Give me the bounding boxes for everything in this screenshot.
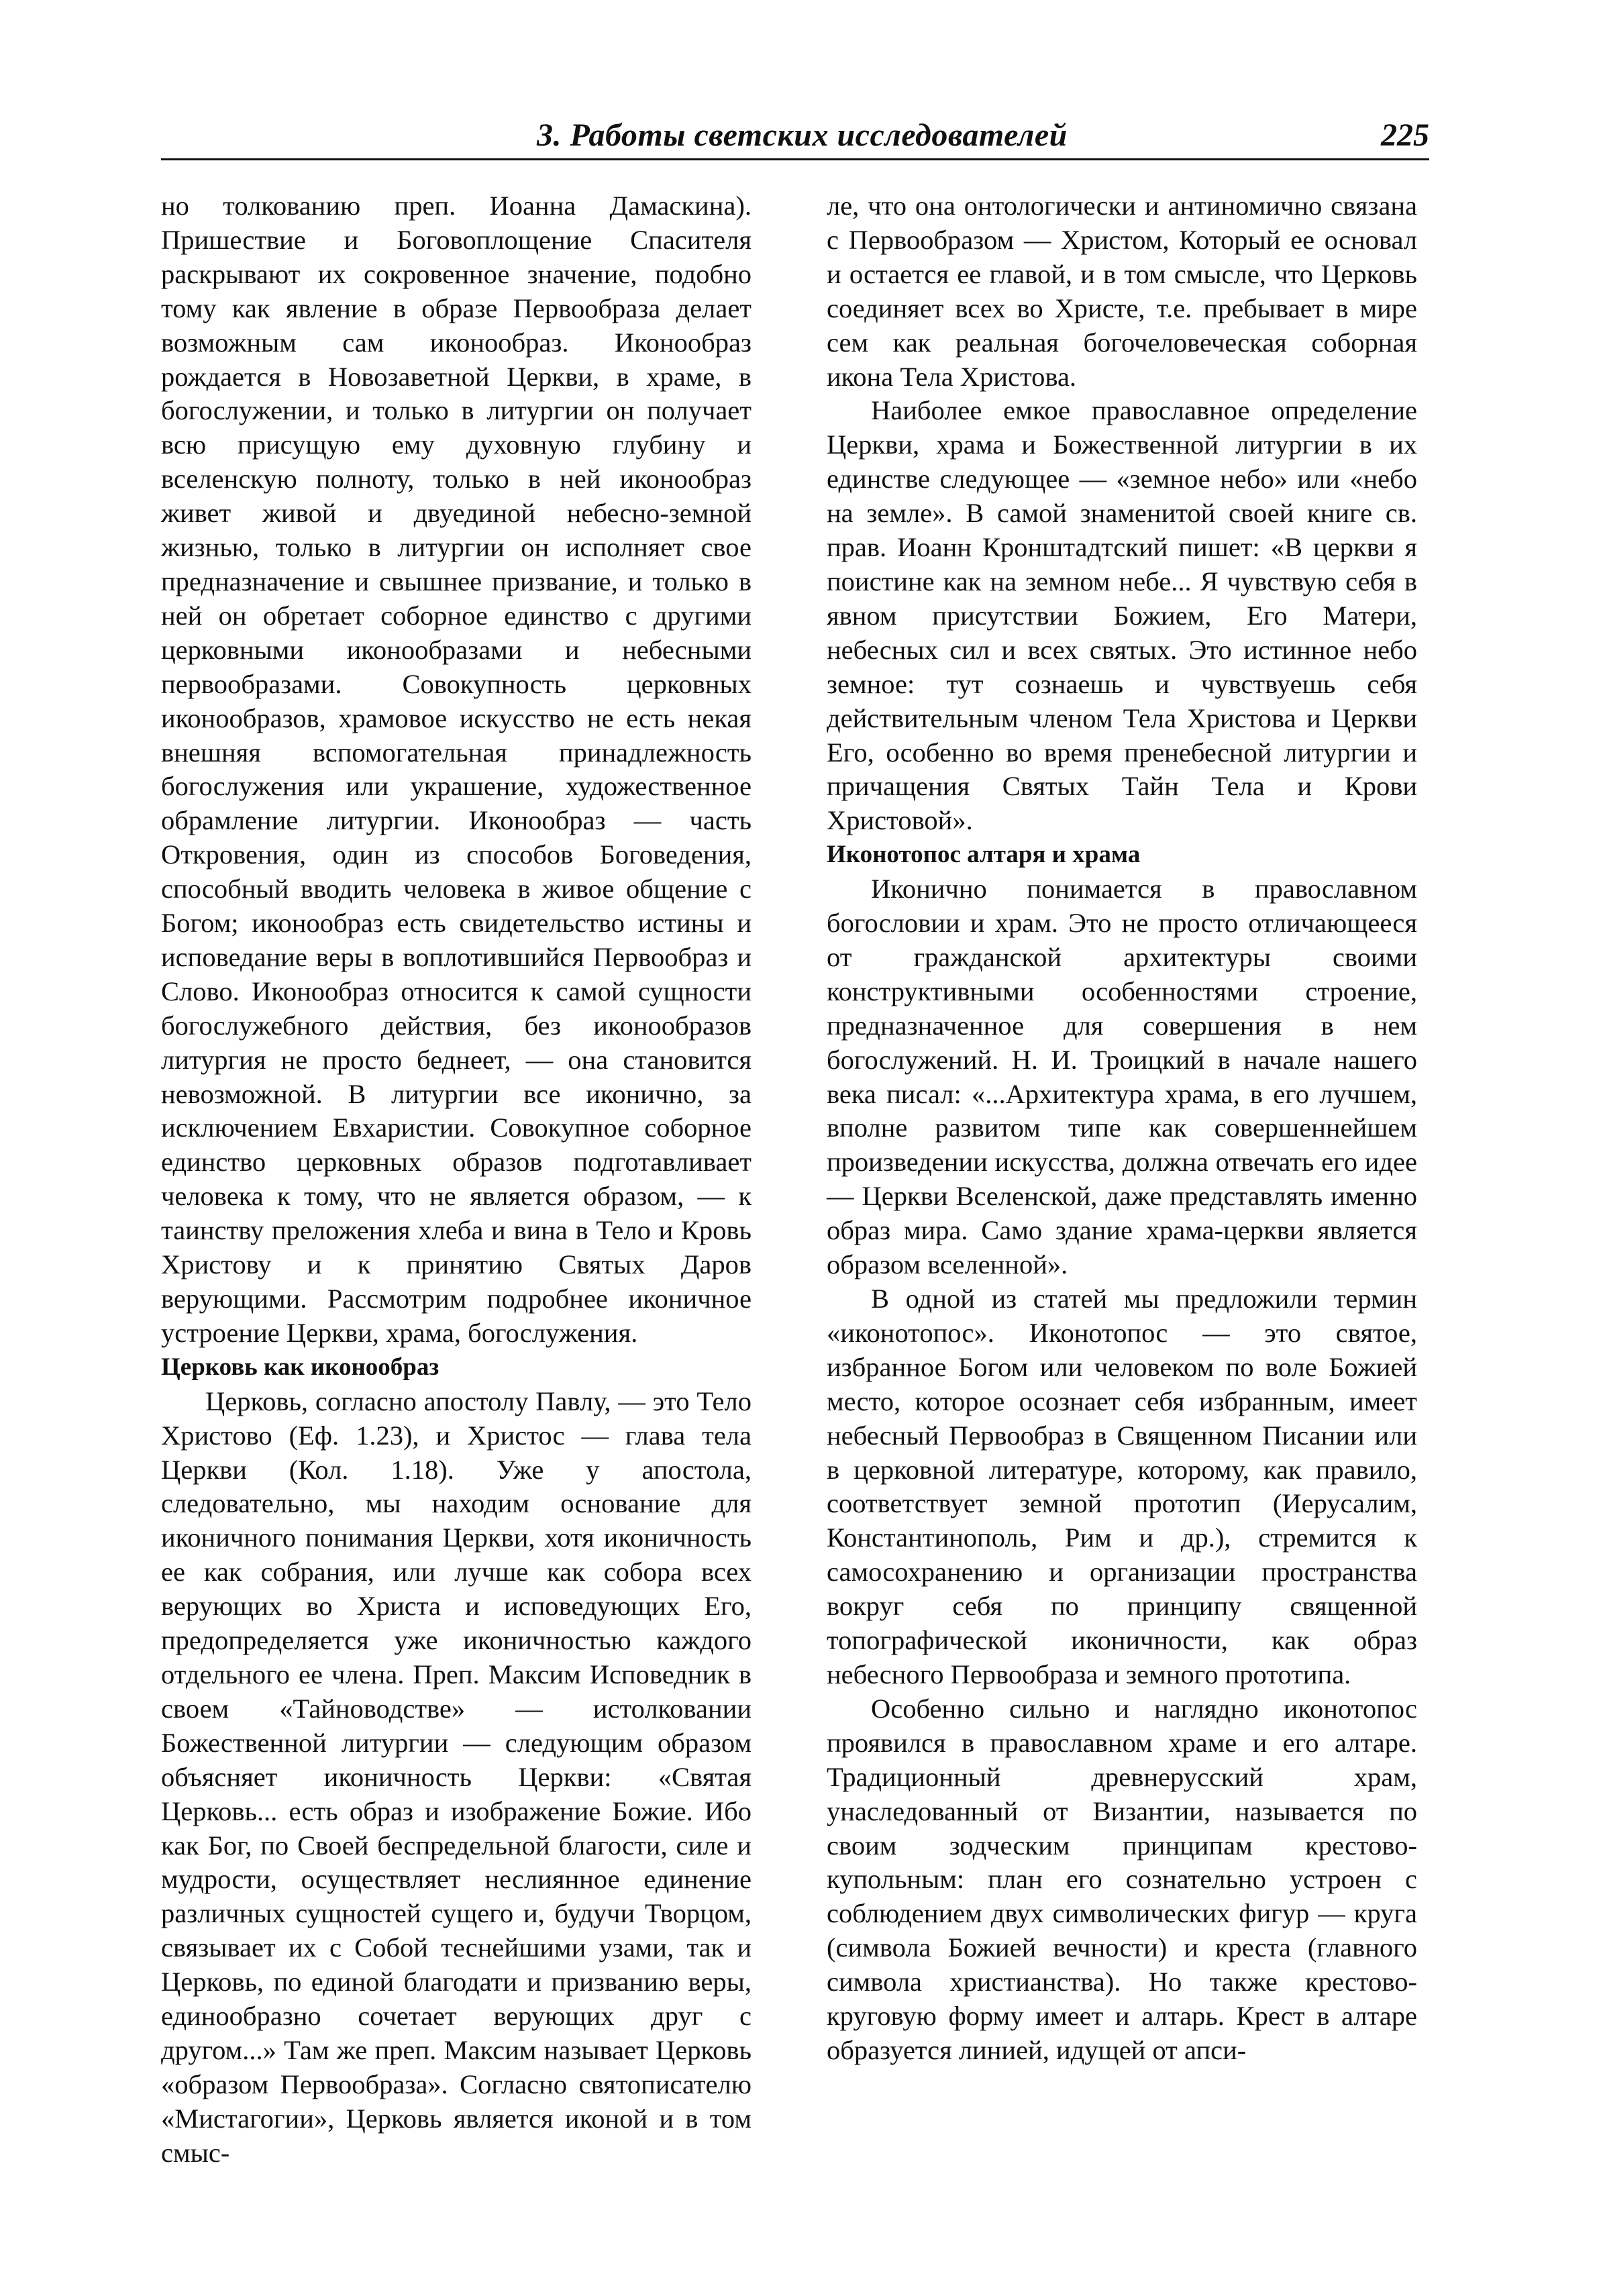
left-column [161,189,752,2171]
left-paragraph-2: Церковь, согласно апостолу Павлу, — это Тело Христово (Еф. 1.23), и Христос — глава тела Церкви (Кол. 1.18). Уже у апостола, следовательно, мы находим основание для иконичного понимания Церкви, хотя иконичность ее как собрания, или лучше как собора всех верующих во Христа и исповедующих Его, предопределяется уже иконичностью каждого отдельного ее члена. Преп. Максим Исповедник в своем «Тайноводстве» — истолковании Божественной литургии — следующим образом объясняет иконичность Церкви: «Святая Церковь... есть образ и изображение Божие. Ибо как Бог, по Своей беспредельной благости, силе и мудрости, осуществляет неслиянное единение различных сущностей сущего и, будучи Творцом, связывает их с Собой теснейшими узами, так и Церковь, по единой благодати и призванию веры, единообразно сочетает верующих друг с другом...» Там же преп. Максим называет Церковь «образом Первообраза». Согласно святописателю «Мистагогии», Церковь является иконой и в том смыс- [161,1386,752,2168]
left-paragraph-1: но толкованию преп. Иоанна Дамаскина). Пришествие и Боговоплощение Спасителя раскрывают их сокровенное значение, подобно тому как явление в образе Первообраза делает возможным сам иконообраз. Иконообраз рождается в Новозаветной Церкви, в храме, в богослужении, и только в литургии он получает всю присущую ему духовную глубину и вселенскую полноту, только в ней иконообраз живет живой и двуединой небесно-земной жизнью, только в литургии он исполняет свое предназначение и свышнее призвание, и только в ней он обретает соборное единство с другими церковными иконообразами и небесными первообразами. Совокупность церковных иконообразов, храмовое искусство не есть некая внешняя вспомогательная принадлежность богослужения или украшение, художественное обрамление литургии. Иконообраз — часть Откровения, один из способов Боговедения, способный вводить человека в живое общение с Богом; иконообраз есть свидетельство истины и исповедание веры в воплотившийся Первообраз и Слово. Иконообраз относится к самой сущности богослужебного действия, без иконообразов литургия не просто беднеет, — она становится невозможной. В литургии все иконично, за исключением Евхаристии. Совокупное соборное единство церковных образов подготавливает человека к тому, что не является образом, — к таинству преложения хлеба и вина в Тело и Кровь Христову и к принятию Святых Даров верующими. Рассмотрим подробнее иконичное устроение Церкви, храма, богослужения. [161,191,752,1348]
right-column [827,189,1417,2068]
right-paragraph-3: Иконично понимается в православном богословии и храм. Это не просто отличающееся от гражданской архитектуры своими конструктивными особенностями строение, предназначенное для совершения в нем богослужений. Н. И. Троицкий в начале нашего века писал: «...Архитектура храма, в его лучшем, вполне развитом типе как совершеннейшем произведении искусства, должна отвечать его идее — Церкви Вселенской, даже представлять именно образ мира. Само здание храма-церкви является образом вселенной». [827,874,1417,1280]
header-rule [161,158,1429,160]
right-paragraph-4: В одной из статей мы предложили термин «иконотопос». Иконотопос — это святое, избранное Богом или человеком по воле Божией место, которое осознает себя избранным, имеет небесный Первообраз в Священном Писании или в церковной литературе, которому, как правило, соответствует земной прототип (Иерусалим, Константинополь, Рим и др.), стремится к самосохранению и организации пространства вокруг себя по принципу священной топографической иконичности, как образ небесного Первообраза и земного прототипа. [827,1284,1417,1689]
right-paragraph-5: Особенно сильно и наглядно иконотопос проявился в православном храме и его алтаре. Традиционный древнерусский храм, унаследованный от Византии, называется по своим зодческим принципам крестово-купольным: план его сознательно устроен с соблюдением двух символических фигур — круга (символа Божией вечности) и креста (главного символа христианства). Но также крестово-круговую форму имеет и алтарь. Крест в алтаре образуется линией, идущей от апси- [827,1693,1417,2065]
page-number: 225 [1381,117,1429,153]
section-heading-iconotopos: Иконотопос алтаря и храма [827,841,1141,869]
section-heading-church: Церковь как иконообраз [161,1353,440,1381]
running-title: 3. Работы светских исследователей [537,117,1068,153]
right-paragraph-2: Наиболее емкое православное определение Церкви, храма и Божественной литургии в их единстве следующее — «земное небо» или «небо на земле». В самой знаменитой своей книге св. прав. Иоанн Кронштадтский пишет: «В церкви я поистине как на земном небе... Я чувствую себя в явном присутствии Божием, Его Матери, небесных сил и всех святых. Это истинное небо земное: тут сознаешь и чувствуешь себя действительным членом Тела Христова и Церкви Его, особенно во время пренебесной литургии и причащения Святых Тайн Тела и Крови Христовой». [827,395,1417,836]
running-head [161,114,1429,161]
right-paragraph-1: ле, что она онтологически и антиномично связана с Первообразом — Христом, Который ее основал и остается ее главой, и в том смысле, что Церковь соединяет всех во Христе, т.е. пребывает в мире сем как реальная богочеловеческая соборная икона Тела Христова. [827,191,1417,392]
